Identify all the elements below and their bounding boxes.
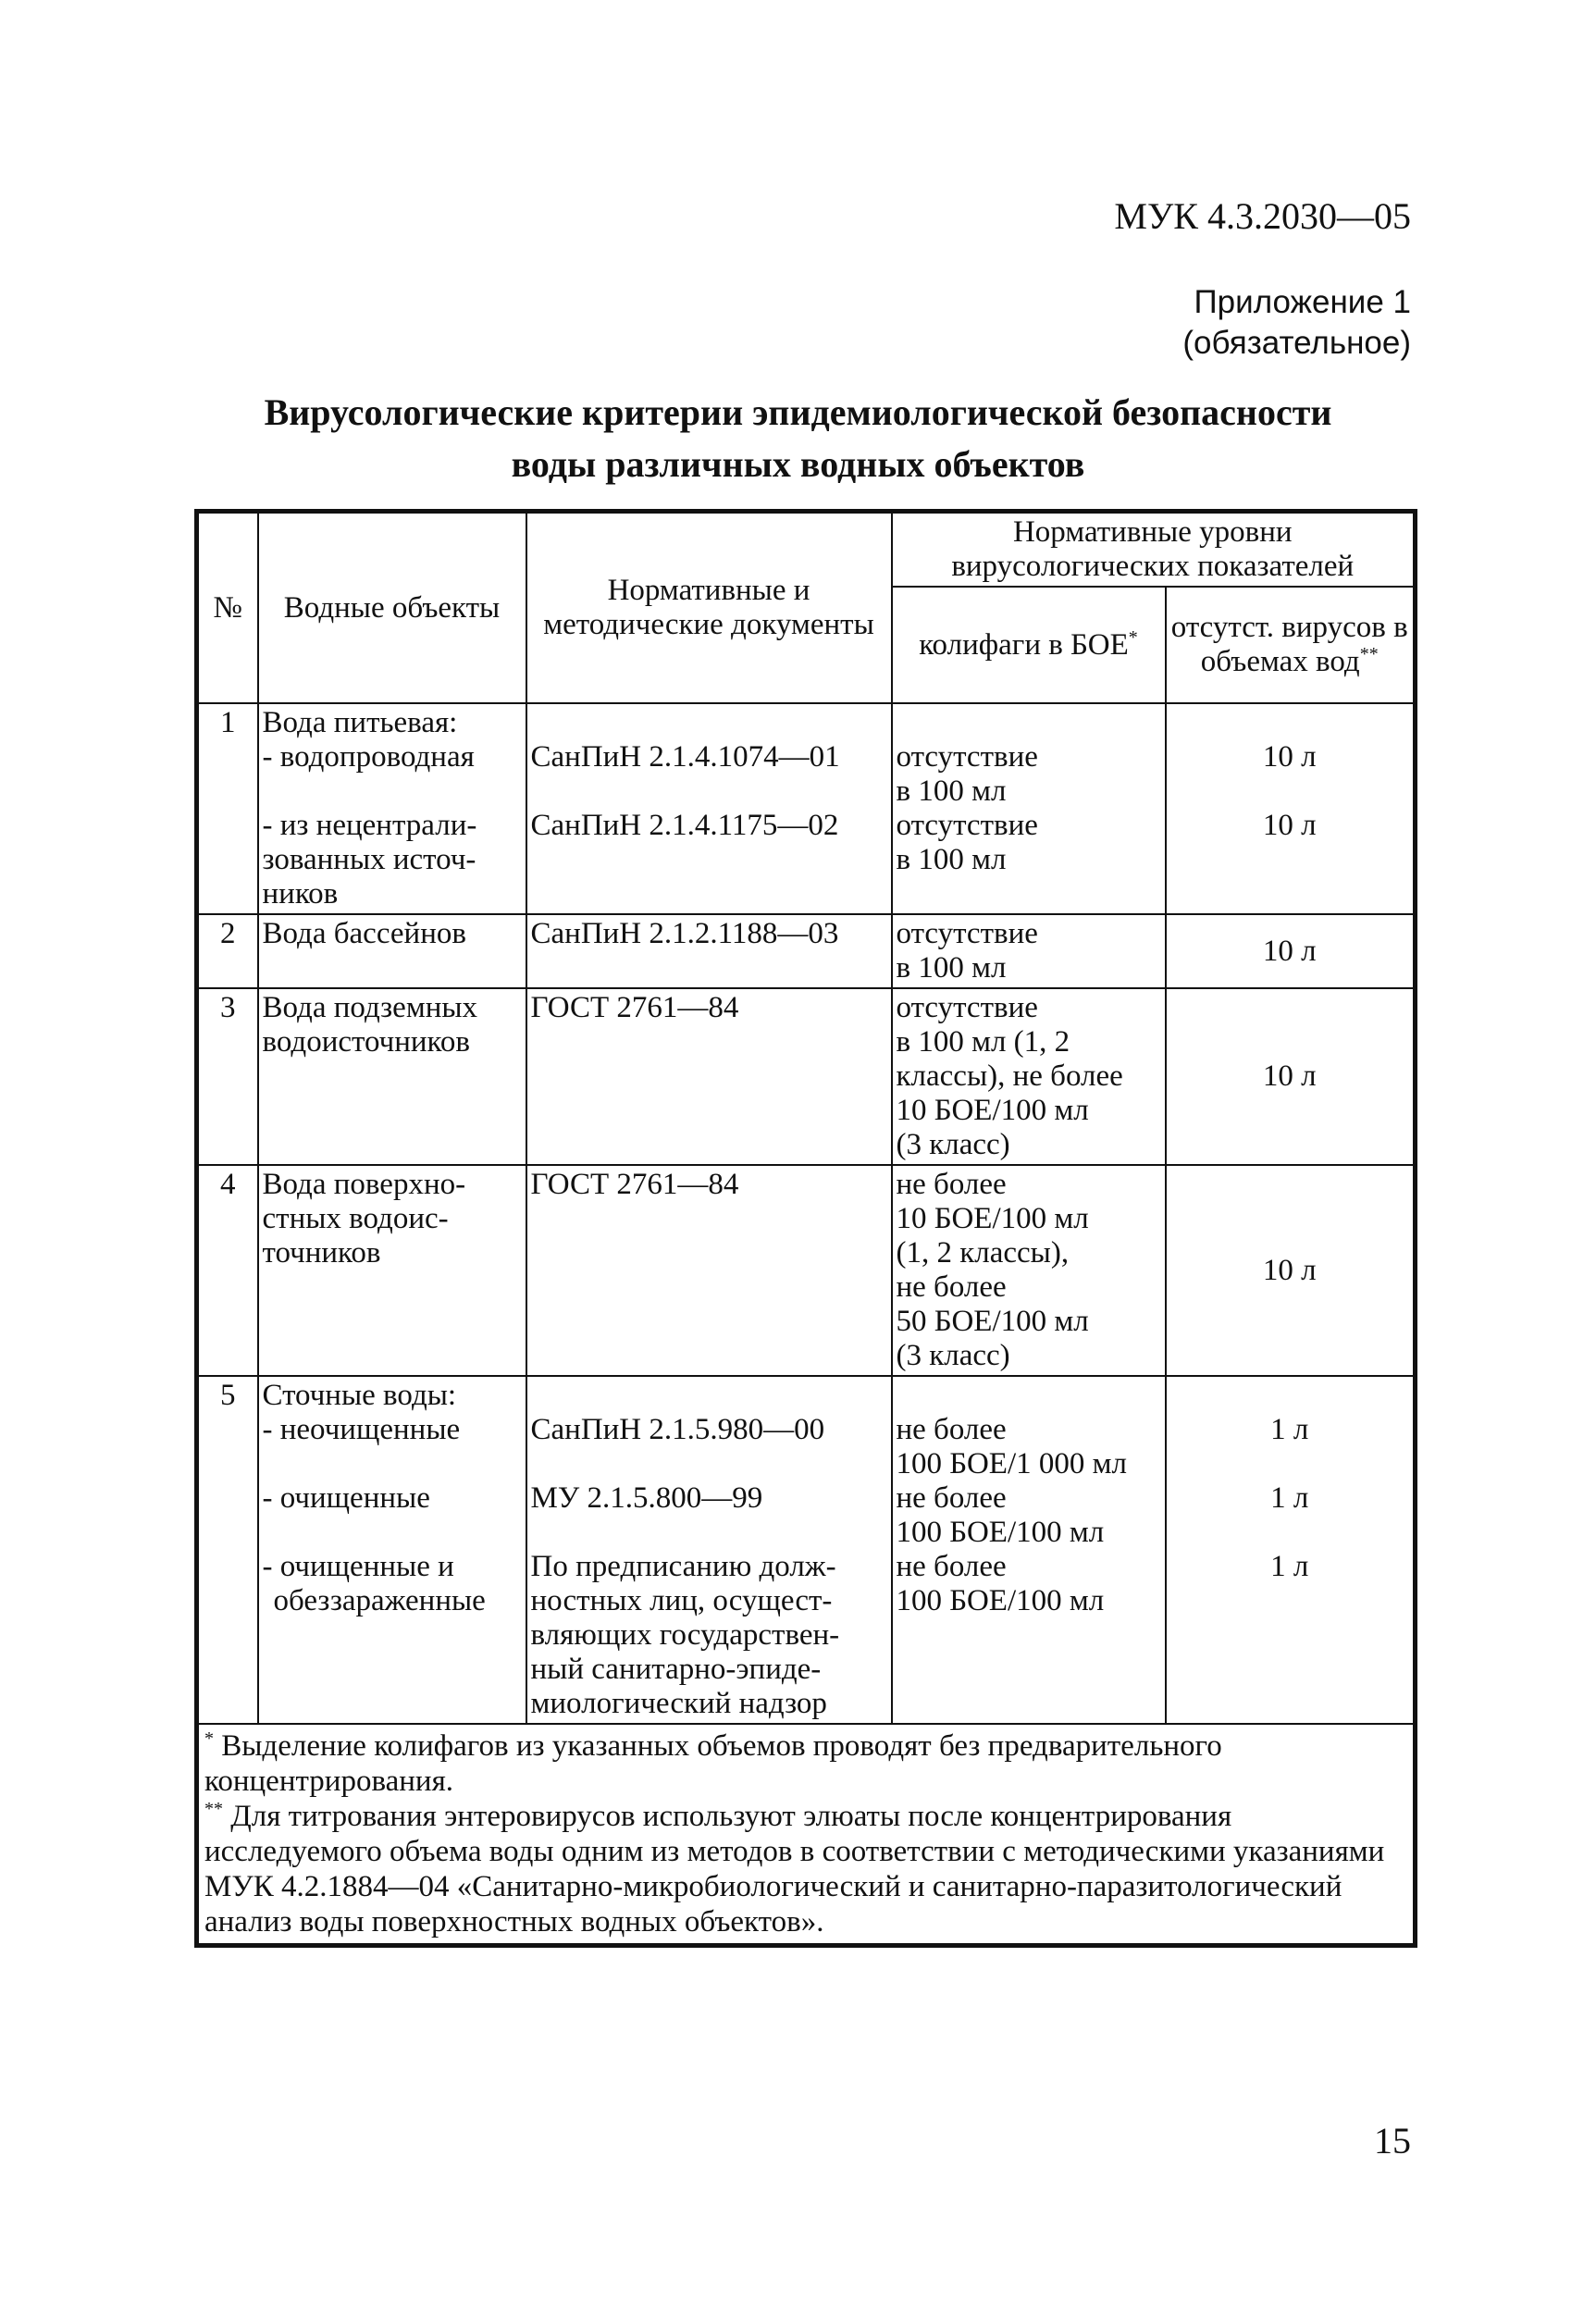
document-cell — [526, 914, 892, 988]
cell-line: ностных лиц, осущест- — [530, 1584, 833, 1617]
header-documents: Нормативные и методические документы — [526, 512, 892, 704]
cell-line: 10 л — [1262, 740, 1317, 774]
cell-line: в 100 мл — [896, 774, 1007, 808]
document-code: МУК 4.3.2030—05 — [1114, 195, 1411, 237]
cell-line — [1170, 1447, 1410, 1481]
header-objects: Водные объекты — [258, 512, 526, 704]
footnotes — [197, 1724, 1416, 1946]
table-row — [197, 1165, 1416, 1376]
header-viruses: отсутст. вирусов в объемах вод** — [1166, 587, 1416, 703]
document-title — [185, 387, 1411, 490]
cell-line — [1170, 706, 1410, 740]
cell-line: - из нецентрали- — [262, 809, 477, 842]
title-line-2: воды различных водных объектов — [511, 443, 1085, 485]
cell-line: МУ 2.1.5.800—99 — [530, 1481, 763, 1515]
cell-line: СанПиН 2.1.5.980—00 — [530, 1413, 825, 1446]
cell-line: вляющих государствен- — [530, 1618, 840, 1652]
cell-line: 1 л — [1270, 1550, 1309, 1583]
cell-line: СанПиН 2.1.4.1175—02 — [530, 809, 839, 842]
cell-line: классы), не более — [896, 1059, 1123, 1093]
cell-line: 10 БОЕ/100 мл — [896, 1094, 1089, 1127]
cell-line: в 100 мл — [896, 843, 1007, 876]
document-cell — [526, 988, 892, 1165]
cell-line — [1170, 1516, 1410, 1550]
cell-line: Вода поверхно- — [262, 1168, 466, 1201]
cell-line: - водопроводная — [262, 740, 475, 774]
cell-line: (1, 2 классы), — [896, 1236, 1070, 1270]
cell-line: 50 БОЕ/100 мл — [896, 1305, 1089, 1338]
cell-line: ников — [262, 877, 339, 910]
cell-line: не более — [896, 1270, 1007, 1304]
row-number: 4 — [197, 1165, 258, 1376]
cell-line: - очищенные и — [262, 1550, 454, 1583]
cell-line: 1 л — [1270, 1481, 1309, 1515]
document-cell — [526, 1165, 892, 1376]
cell-line: 100 БОЕ/1 000 мл — [896, 1447, 1127, 1480]
cell-line: (3 класс) — [896, 1339, 1010, 1372]
cell-line: не более — [896, 1168, 1007, 1201]
cell-line: отсутствие — [896, 740, 1038, 774]
cell-line: 100 БОЕ/100 мл — [896, 1516, 1105, 1549]
water-object-cell — [258, 703, 526, 914]
cell-line: зованных источ- — [262, 843, 476, 876]
row-number: 1 — [197, 703, 258, 914]
page-number: 15 — [1374, 2120, 1411, 2162]
cell-line: Вода подземных — [262, 991, 478, 1024]
cell-line: - очищенные — [262, 1481, 430, 1515]
water-object-cell — [258, 988, 526, 1165]
cell-line — [263, 774, 522, 809]
appendix-number: Приложение 1 — [1194, 284, 1411, 320]
coliphage-level-cell — [892, 1165, 1166, 1376]
cell-line: точников — [262, 1236, 381, 1270]
cell-line: 100 БОЕ/100 мл — [896, 1584, 1105, 1617]
virus-volume-cell — [1166, 914, 1416, 988]
table-row — [197, 914, 1416, 988]
cell-line: в 100 мл (1, 2 — [896, 1025, 1070, 1059]
cell-line: - неочищенные — [262, 1413, 461, 1446]
title-line-1: Вирусологические критерии эпидемиологической безопасности — [264, 391, 1332, 433]
cell-line — [531, 1447, 887, 1481]
table-header-row — [197, 512, 1416, 588]
header-levels: Нормативные уровни вирусологических показателей — [892, 512, 1416, 588]
cell-line: Сточные воды: — [262, 1379, 457, 1412]
cell-line — [531, 706, 887, 740]
cell-line: в 100 мл — [896, 951, 1007, 985]
document-cell — [526, 703, 892, 914]
cell-line: (3 класс) — [896, 1128, 1010, 1161]
virus-volume-cell — [1166, 1376, 1416, 1724]
cell-line: не более — [896, 1481, 1007, 1515]
cell-line — [897, 1379, 1161, 1413]
document-cell — [526, 1376, 892, 1724]
cell-line: ный санитарно-эпиде- — [530, 1653, 822, 1686]
row-number: 3 — [197, 988, 258, 1165]
cell-line: миологический надзор — [530, 1687, 827, 1720]
cell-line: стных водоис- — [262, 1202, 449, 1235]
cell-line: Вода питьевая: — [262, 706, 458, 739]
row-number: 2 — [197, 914, 258, 988]
virus-volume-cell — [1166, 1165, 1416, 1376]
cell-line: По предписанию долж- — [530, 1550, 836, 1583]
cell-line — [1170, 1379, 1410, 1413]
footnote-2: ** Для титрования энтеровирусов используют элюаты после концентрирования исследуемого объема воды одним из методов в соответствии с методическими указаниями МУК 4.2.1884—04 «Санитарно-микробиологический и санитарно-паразитологический анализ воды поверхностных водных объектов». — [204, 1799, 1385, 1939]
cell-line — [263, 1447, 522, 1481]
virus-volume-cell — [1166, 988, 1416, 1165]
coliphage-level-cell — [892, 988, 1166, 1165]
virus-volume-cell — [1166, 703, 1416, 914]
criteria-table — [194, 509, 1417, 1948]
water-object-cell — [258, 914, 526, 988]
cell-line: обеззараженные — [273, 1584, 486, 1617]
cell-line — [263, 1516, 522, 1550]
cell-line: 1 л — [1270, 1413, 1309, 1446]
cell-line: ГОСТ 2761—84 — [530, 991, 739, 1024]
cell-line — [531, 1379, 887, 1413]
cell-line — [897, 706, 1161, 740]
appendix-status: (обязательное) — [1182, 325, 1411, 361]
cell-line: водоисточников — [262, 1025, 470, 1059]
cell-line: 10 л — [1262, 1253, 1317, 1287]
cell-line — [531, 774, 887, 809]
cell-line: 10 БОЕ/100 мл — [896, 1202, 1089, 1235]
header-coliphages: колифаги в БОЕ* — [892, 587, 1166, 703]
cell-line: отсутствие — [896, 809, 1038, 842]
table-row — [197, 1376, 1416, 1724]
cell-line: СанПиН 2.1.2.1188—03 — [530, 917, 839, 950]
cell-line: Вода бассейнов — [262, 917, 466, 950]
water-object-cell — [258, 1376, 526, 1724]
cell-line: ГОСТ 2761—84 — [530, 1168, 739, 1201]
cell-line: 10 л — [1262, 809, 1317, 842]
cell-line: не более — [896, 1550, 1007, 1583]
coliphage-level-cell — [892, 703, 1166, 914]
cell-line — [1170, 774, 1410, 809]
footnotes-row — [197, 1724, 1416, 1946]
cell-line: не более — [896, 1413, 1007, 1446]
footnote-1: * Выделение колифагов из указанных объемов проводят без предварительного концентрирования. — [204, 1728, 1222, 1798]
row-number: 5 — [197, 1376, 258, 1724]
coliphage-level-cell — [892, 914, 1166, 988]
coliphage-level-cell — [892, 1376, 1166, 1724]
table-row — [197, 703, 1416, 914]
appendix-label — [1182, 282, 1411, 364]
cell-line: СанПиН 2.1.4.1074—01 — [530, 740, 840, 774]
cell-line — [531, 1516, 887, 1550]
cell-line: отсутствие — [896, 991, 1038, 1024]
water-object-cell — [258, 1165, 526, 1376]
cell-line: 10 л — [1262, 934, 1317, 968]
header-num: № — [197, 512, 258, 704]
cell-line: отсутствие — [896, 917, 1038, 950]
table-row — [197, 988, 1416, 1165]
cell-line: 10 л — [1262, 1059, 1317, 1093]
